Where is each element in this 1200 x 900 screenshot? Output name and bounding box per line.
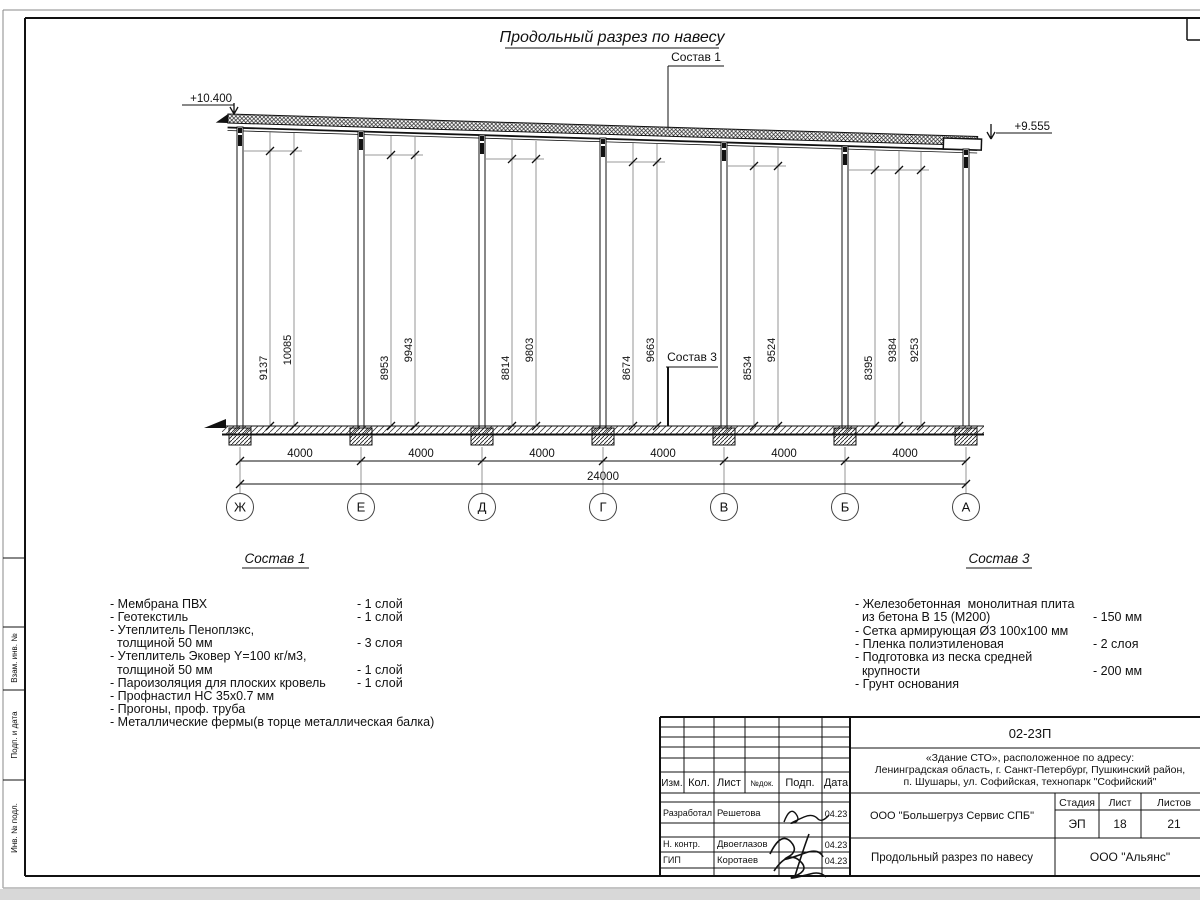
sig-role: Разработал [663, 808, 712, 818]
axis-label: Е [356, 499, 366, 515]
vertical-dim-label: 8814 [500, 355, 512, 381]
side-label-inv: Инв. № подл. [10, 803, 19, 853]
rev-col-kol: Кол. [688, 777, 710, 789]
rev-col-podp: Подп. [785, 777, 815, 789]
column-axis-b [842, 146, 848, 428]
sig-date: 04.23 [824, 856, 848, 866]
desk-background [0, 889, 1200, 900]
column-axis-e [358, 131, 364, 428]
rev-col-izm: Изм. [661, 778, 683, 789]
bottom-dimensions [236, 447, 970, 493]
sheet-label: Лист [1108, 797, 1132, 809]
sostav1-qty: - 1 слой [357, 597, 403, 611]
sostav1-qty: - 1 слой [357, 663, 403, 677]
axis-label: В [719, 499, 729, 515]
elevation-right-label: +9.555 [1014, 121, 1050, 133]
column-axis-zh [237, 127, 243, 428]
sostav3-item: из бетона В 15 (М200) [855, 610, 991, 624]
axis-bubble [227, 494, 254, 521]
sostav3-item: - Железобетонная монолитная плита [855, 597, 1075, 611]
sheets-value: 21 [1167, 817, 1181, 831]
bay-dim-labels [287, 448, 918, 460]
elevation-right-arrow [987, 124, 995, 139]
vertical-dim-lines [270, 132, 921, 426]
vertical-dimensions [244, 132, 929, 430]
sig-name: Решетова [717, 808, 761, 819]
sheet-title: Продольный разрез по навесу [871, 852, 1033, 864]
axis-bubble [348, 494, 375, 521]
axis-bubble [469, 494, 496, 521]
org-name: ООО "Альянс" [1089, 850, 1171, 864]
sostav1-item: - Утеплитель Эковер Y=100 кг/м3, [110, 649, 307, 663]
sostav3-item: - Грунт основания [855, 677, 960, 691]
callout-sostav1-label: Состав 1 [671, 50, 721, 64]
sostav3-items [855, 597, 1142, 691]
drawing-title: Продольный разрез по навесу [499, 29, 725, 46]
callout-sostav3 [666, 350, 718, 426]
project-line: п. Шушары, ул. Софийская, технопарк "Софийский" [903, 776, 1157, 788]
sostav3-item: - Пленка полиэтиленовая [855, 637, 1004, 651]
sostav1-item: - Пароизоляция для плоских кровель [110, 676, 326, 690]
vertical-dim-label: 9524 [766, 337, 778, 363]
axis-extension-lines [240, 447, 966, 493]
sostav1-item: - Утеплитель Пеноплэкс, [110, 623, 255, 637]
axis-label: Б [840, 499, 850, 515]
elevation-left-label: +10.400 [190, 93, 232, 105]
rev-col-data: Дата [823, 777, 849, 789]
sostav3-item: крупности [855, 664, 921, 678]
bay-dim-label: 4000 [892, 448, 918, 460]
revision-header [661, 777, 849, 789]
vertical-dim-label: 9384 [887, 337, 899, 363]
project-line: «Здание СТО», расположенное по адресу: [925, 752, 1135, 764]
sostav1-qty: - 3 слоя [357, 636, 403, 650]
axis-bubble [953, 494, 980, 521]
roof-left-tip [216, 114, 228, 123]
corner-stamp-box [1187, 18, 1200, 40]
sostav1-item: - Мембрана ПВХ [110, 597, 208, 611]
column-axis-a [963, 149, 969, 426]
doc-number: 02-23П [1008, 726, 1052, 741]
sostav1-qty: - 1 слой [357, 610, 403, 624]
vertical-dim-label: 9137 [258, 355, 270, 381]
sostav1-title: Состав 1 [244, 551, 306, 566]
signature-scribble-2 [770, 834, 826, 878]
axis-label: Д [477, 499, 487, 515]
stage-table [1059, 797, 1191, 831]
sostav3-qty: - 150 мм [1093, 610, 1143, 624]
axis-bubbles [227, 494, 980, 521]
rev-col-ndok: №док. [750, 779, 774, 788]
vertical-dim-labels [258, 335, 921, 381]
vertical-dim-label: 8534 [742, 355, 754, 381]
callout-sostav1-leader [668, 66, 724, 128]
project-name [875, 752, 1185, 788]
sostav1-qty: - 1 слой [357, 676, 403, 690]
rev-col-list: Лист [717, 777, 741, 789]
sig-name: Коротаев [717, 855, 759, 866]
vertical-dim-extension-lines [244, 151, 929, 170]
sig-date: 04.23 [824, 840, 848, 850]
axis-bubble [590, 494, 617, 521]
vertical-dim-label: 10085 [282, 334, 294, 366]
sostav1-item: - Металлические фермы(в торце металлическая балка) [110, 715, 435, 729]
side-label-vzam: Взам. инв. № [10, 633, 19, 683]
bay-dim-label: 4000 [529, 448, 555, 460]
sig-role: Н. контр. [663, 839, 701, 849]
sheets-label: Листов [1156, 797, 1192, 809]
bay-dim-label: 4000 [650, 448, 676, 460]
roof-end-cap [943, 138, 981, 150]
sheet-value: 18 [1113, 817, 1127, 831]
bay-dim-label: 4000 [771, 448, 797, 460]
vertical-dim-label: 8953 [379, 355, 391, 381]
sostav1-block [110, 551, 434, 729]
sostav3-qty: - 2 слоя [1093, 637, 1139, 651]
company-name: ООО "Большегруз Сервис СПБ" [869, 810, 1035, 822]
sig-name: Двоеглазов [717, 839, 768, 850]
column-axis-v [721, 142, 727, 428]
axis-label: Ж [233, 499, 247, 515]
sostav3-qty: - 200 мм [1093, 664, 1143, 678]
sig-role: ГИП [663, 855, 681, 865]
sostav1-item: толщиной 50 мм [110, 636, 213, 650]
inner-frame-line [25, 18, 1200, 876]
foundation [204, 419, 984, 445]
columns [237, 127, 969, 428]
vertical-dim-label: 9803 [524, 337, 536, 363]
sig-date: 04.23 [824, 809, 848, 819]
sostav1-item: - Прогоны, проф. труба [110, 702, 246, 716]
side-column [10, 633, 19, 853]
title-block [660, 717, 1200, 878]
vertical-dim-label: 9253 [909, 337, 921, 363]
vertical-dim-label: 8395 [863, 355, 875, 381]
sostav3-item: - Сетка армирующая Ø3 100х100 мм [855, 624, 1069, 638]
column-axis-g [600, 138, 606, 428]
vertical-dim-label: 8674 [621, 355, 633, 381]
sostav3-block [855, 551, 1142, 691]
stage-value: ЭП [1068, 817, 1086, 831]
sostav1-item: - Геотекстиль [110, 610, 189, 624]
axis-label: А [961, 499, 971, 515]
vertical-dim-label: 9943 [403, 337, 415, 363]
sostav3-title: Состав 3 [968, 551, 1030, 566]
column-axis-d [479, 135, 485, 428]
bay-dim-label: 4000 [287, 448, 313, 460]
callout-sostav1 [668, 50, 724, 128]
sostav1-item: - Профнастил НС 35х0.7 мм [110, 689, 275, 703]
vertical-dim-ticks [266, 147, 925, 430]
axis-bubble [711, 494, 738, 521]
sostav1-item: толщиной 50 мм [110, 663, 213, 677]
axis-label: Г [599, 499, 607, 515]
side-label-podp: Подп. и дата [10, 711, 19, 759]
vertical-dim-label: 9663 [645, 337, 657, 363]
axis-bubble [832, 494, 859, 521]
bay-dim-label: 4000 [408, 448, 434, 460]
sostav3-item: - Подготовка из песка средней [855, 650, 1033, 664]
roof [216, 114, 982, 153]
project-line: Ленинградская область, г. Санкт-Петербург, Пушкинский район, [874, 764, 1186, 776]
stage-label: Стадия [1059, 797, 1095, 809]
total-dim-label: 24000 [587, 471, 619, 483]
callout-sostav3-label: Состав 3 [667, 350, 717, 364]
sostav1-items [110, 597, 434, 729]
